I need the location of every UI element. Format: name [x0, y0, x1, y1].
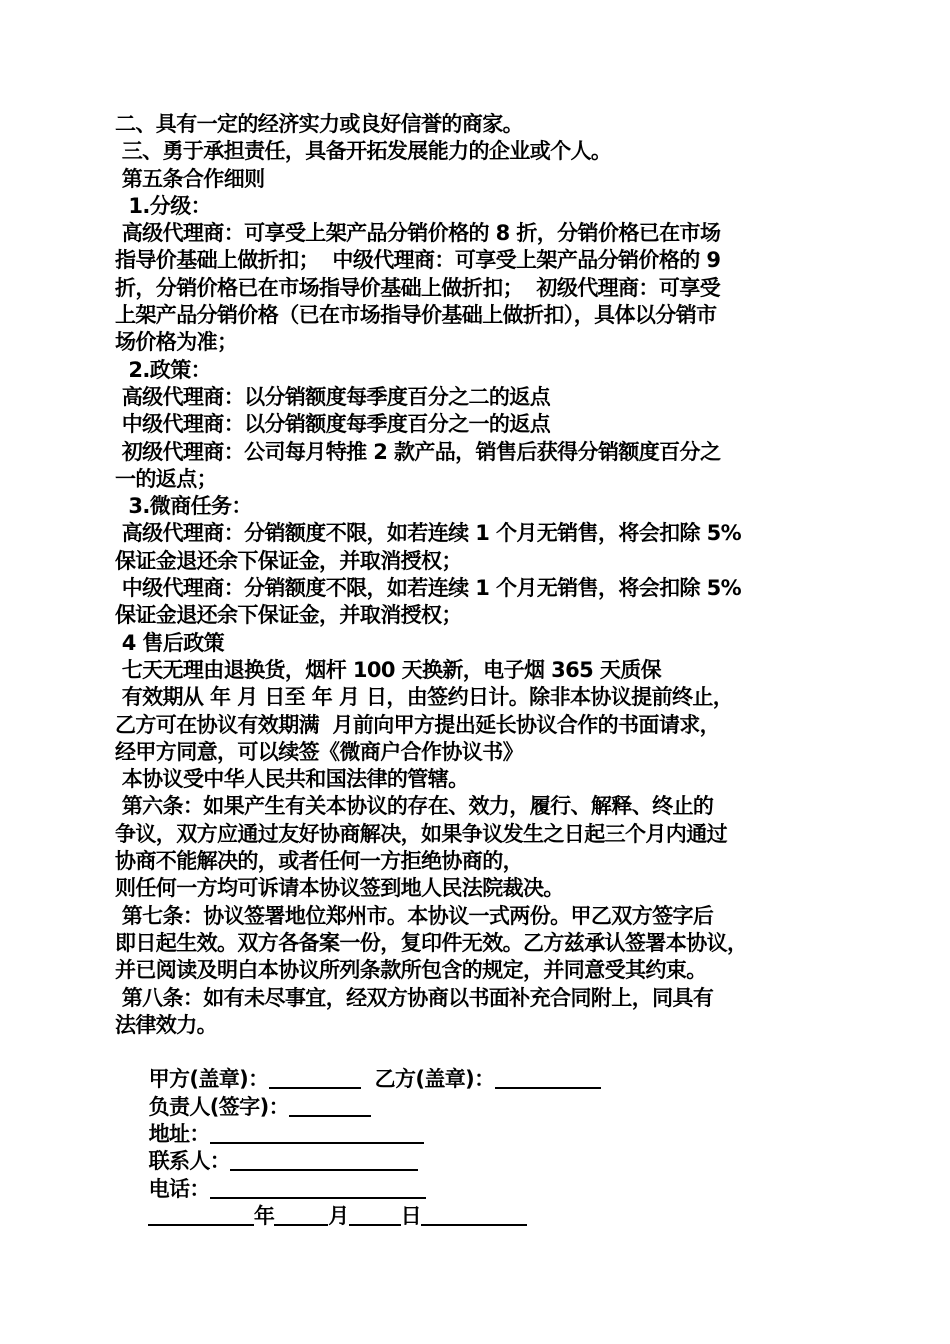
text-line: 二、具有一定的经济实力或良好信誉的商家。 — [115, 112, 523, 136]
text-line: 争议，双方应通过友好协商解决，如果争议发生之日起三个月内通过 — [115, 821, 727, 846]
responsible-blank — [289, 1095, 371, 1117]
text-line: 指导价基础上做折扣； 中级代理商：可享受上架产品分销价格的 9 — [115, 248, 721, 273]
contact-label: 联系人： — [141, 1149, 231, 1174]
year-label: 年 — [253, 1203, 275, 1228]
text-line: 即日起生效。双方各备案一份，复印件无效。乙方兹承认签署本协议， — [115, 930, 748, 955]
text-line: 3.微商任务： — [115, 494, 252, 519]
text-line: 高级代理商：可享受上架产品分销价格的 8 折，分销价格已在市场 — [115, 221, 721, 246]
text-line: 保证金退还余下保证金，并取消授权； — [115, 548, 462, 573]
party-b-blank — [495, 1067, 601, 1089]
month-blank — [274, 1204, 328, 1226]
text-line: 经甲方同意，可以续签《微商户合作协议书》 — [115, 739, 523, 764]
day-label: 日 — [400, 1203, 422, 1228]
text-line: 1.分级： — [115, 193, 212, 218]
text-line: 三、勇于承担责任，具备开拓发展能力的企业或个人。 — [115, 139, 612, 164]
text-line: 有效期从 年 月 日至 年 月 日，由签约日计。除非本协议提前终止， — [115, 685, 734, 710]
text-line: 乙方可在协议有效期满 月前向甲方提出延长协议合作的书面请求， — [115, 712, 721, 737]
month-label: 月 — [328, 1203, 349, 1228]
text-line: 七天无理由退换货，烟杆 100 天换新，电子烟 365 天质保 — [115, 657, 662, 682]
date-tail-blank — [421, 1204, 527, 1226]
year-blank — [148, 1204, 254, 1226]
text-line: 初级代理商：公司每月特推 2 款产品，销售后获得分销额度百分之 — [115, 439, 721, 464]
phone-blank — [210, 1177, 426, 1199]
text-line: 第六条：如果产生有关本协议的存在、效力，履行、解释、终止的 — [115, 794, 714, 819]
signature-party-row — [115, 1039, 855, 1092]
text-line: 中级代理商：分销额度不限，如若连续 1 个月无销售，将会扣除 5% — [115, 576, 742, 601]
text-line: 第八条：如有未尽事宜，经双方协商以书面补充合同附上，同具有 — [115, 985, 714, 1010]
responsible-label: 负责人(签字)： — [141, 1094, 289, 1119]
contact-blank — [230, 1149, 418, 1171]
text-line: 协商不能解决的，或者任何一方拒绝协商的， — [115, 849, 523, 874]
day-blank — [349, 1204, 401, 1226]
phone-label: 电话： — [141, 1176, 210, 1201]
party-a-blank — [269, 1067, 361, 1089]
text-line: 第五条合作细则 — [115, 166, 265, 191]
text-line: 并已阅读及明白本协议所列条款所包含的规定，并同意受其约束。 — [115, 958, 707, 983]
text-line: 本协议受中华人民共和国法律的管辖。 — [115, 767, 469, 792]
text-line: 中级代理商：以分销额度每季度百分之一的返点 — [115, 412, 551, 437]
address-label: 地址： — [141, 1121, 210, 1146]
text-line: 第七条：协议签署地位郑州市。本协议一式两份。甲乙双方签字后 — [115, 903, 714, 928]
text-line: 一的返点； — [115, 466, 217, 491]
text-line: 4 售后政策 — [115, 630, 225, 655]
text-line: 则任何一方均可诉请本协议签到地人民法院裁决。 — [115, 876, 564, 901]
document-page — [115, 111, 855, 1228]
text-line: 上架产品分销价格（已在市场指导价基础上做折扣），具体以分销市 — [115, 303, 717, 328]
text-line: 高级代理商：以分销额度每季度百分之二的返点 — [115, 384, 551, 409]
text-line: 2.政策： — [115, 357, 212, 382]
address-blank — [210, 1122, 424, 1144]
text-line: 高级代理商：分销额度不限，如若连续 1 个月无销售，将会扣除 5% — [115, 521, 742, 546]
text-line: 法律效力。 — [115, 1012, 217, 1037]
party-a-label: 甲方(盖章)： — [141, 1067, 269, 1092]
text-line: 场价格为准； — [115, 330, 238, 355]
text-line: 保证金退还余下保证金，并取消授权； — [115, 603, 462, 628]
text-line: 折，分销价格已在市场指导价基础上做折扣； 初级代理商：可享受 — [115, 275, 721, 300]
party-b-label: 乙方(盖章)： — [374, 1067, 495, 1092]
contract-body — [115, 111, 855, 1039]
